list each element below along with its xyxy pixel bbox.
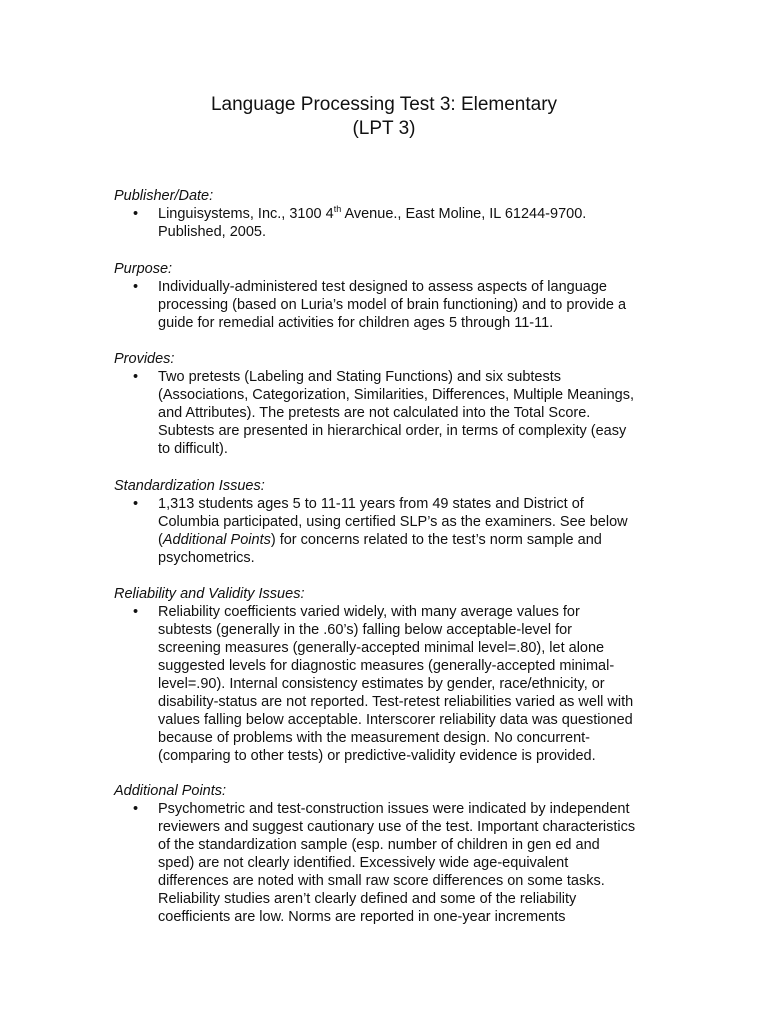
section-additional bbox=[114, 782, 674, 926]
text-line: screening measures (generally-accepted minimal level=.80), let alone bbox=[158, 640, 605, 656]
list-item bbox=[114, 800, 674, 926]
document-title: Language Processing Test 3: Elementary bbox=[210, 94, 558, 115]
bullet-icon: • bbox=[133, 496, 139, 512]
text-line: differences are noted with small raw score differences on some tasks. bbox=[158, 873, 605, 889]
section-purpose bbox=[114, 260, 674, 332]
section-reliability bbox=[114, 585, 674, 765]
text-line: disability-status are not reported. Test-retest reliabilities varied as well with bbox=[158, 694, 634, 710]
list-item bbox=[114, 603, 674, 765]
text-line: suggested levels for diagnostic measures (generally-accepted minimal- bbox=[158, 658, 615, 674]
text-line: 1,313 students ages 5 to 11-11 years from 49 states and District of bbox=[158, 496, 584, 512]
text-line: coefficients are low. Norms are reported in one-year increments bbox=[158, 909, 566, 925]
text-line: processing (based on Luria’s model of brain functioning) and to provide a bbox=[158, 297, 627, 313]
text-line: level=.90). Internal consistency estimates by gender, race/ethnicity, or bbox=[158, 676, 605, 692]
list-item bbox=[114, 205, 674, 241]
text-line: (Associations, Categorization, Similarities, Differences, Multiple Meanings, bbox=[158, 387, 635, 403]
text-line: guide for remedial activities for children ages 5 through 11-11. bbox=[158, 315, 554, 331]
bullet-icon: • bbox=[133, 206, 139, 222]
section-publisher bbox=[114, 187, 674, 241]
text-line: (Additional Points) for concerns related to the test’s norm sample and bbox=[158, 532, 602, 548]
text-line: Psychometric and test-construction issues were indicated by independent bbox=[158, 801, 630, 817]
text-line: sped) are not clearly identified. Excessively wide age-equivalent bbox=[158, 855, 569, 871]
text-line: Linguisystems, Inc., 3100 4th Avenue., East Moline, IL 61244-9700. bbox=[158, 204, 587, 222]
document-subtitle: (LPT 3) bbox=[352, 118, 416, 139]
list-item bbox=[114, 368, 674, 458]
text-line: of the standardization sample (esp. number of children in gen ed and bbox=[158, 837, 600, 853]
list-item bbox=[114, 278, 674, 332]
text-line: psychometrics. bbox=[158, 550, 255, 566]
text-line: because of problems with the measurement design. No concurrent- bbox=[158, 730, 590, 746]
text-line: Individually-administered test designed to assess aspects of language bbox=[158, 279, 607, 295]
list-item bbox=[114, 495, 674, 567]
text-line: Reliability coefficients varied widely, with many average values for bbox=[158, 604, 580, 620]
text-line: Two pretests (Labeling and Stating Functions) and six subtests bbox=[158, 369, 561, 385]
text-line: and Attributes). The pretests are not calculated into the Total Score. bbox=[158, 405, 591, 421]
section-provides bbox=[114, 350, 674, 458]
section-standardization bbox=[114, 477, 674, 567]
additional-points-reference: Additional Points bbox=[162, 532, 271, 548]
text-line: reviewers and suggest cautionary use of the test. Important characteristics bbox=[158, 819, 636, 835]
text-line: values falling below acceptable. Interscorer reliability data was questioned bbox=[158, 712, 633, 728]
section-heading: Additional Points: bbox=[114, 783, 227, 799]
bullet-icon: • bbox=[133, 279, 139, 295]
text-line: to difficult). bbox=[158, 441, 228, 457]
section-heading: Provides: bbox=[114, 351, 175, 367]
text-line: Published, 2005. bbox=[158, 224, 267, 240]
section-heading: Standardization Issues: bbox=[114, 478, 265, 494]
text-line: subtests (generally in the .60’s) falling below acceptable-level for bbox=[158, 622, 573, 638]
section-heading: Purpose: bbox=[114, 261, 173, 277]
section-heading: Publisher/Date: bbox=[114, 188, 214, 204]
bullet-icon: • bbox=[133, 369, 139, 385]
section-heading: Reliability and Validity Issues: bbox=[114, 586, 305, 602]
text-line: Subtests are presented in hierarchical order, in terms of complexity (easy bbox=[158, 423, 627, 439]
text-line: (comparing to other tests) or predictive-validity evidence is provided. bbox=[158, 748, 596, 764]
bullet-icon: • bbox=[133, 604, 139, 620]
text-line: Reliability studies aren’t clearly defined and some of the reliability bbox=[158, 891, 577, 907]
text-line: Columbia participated, using certified SLP’s as the examiners. See below bbox=[158, 514, 628, 530]
bullet-icon: • bbox=[133, 801, 139, 817]
